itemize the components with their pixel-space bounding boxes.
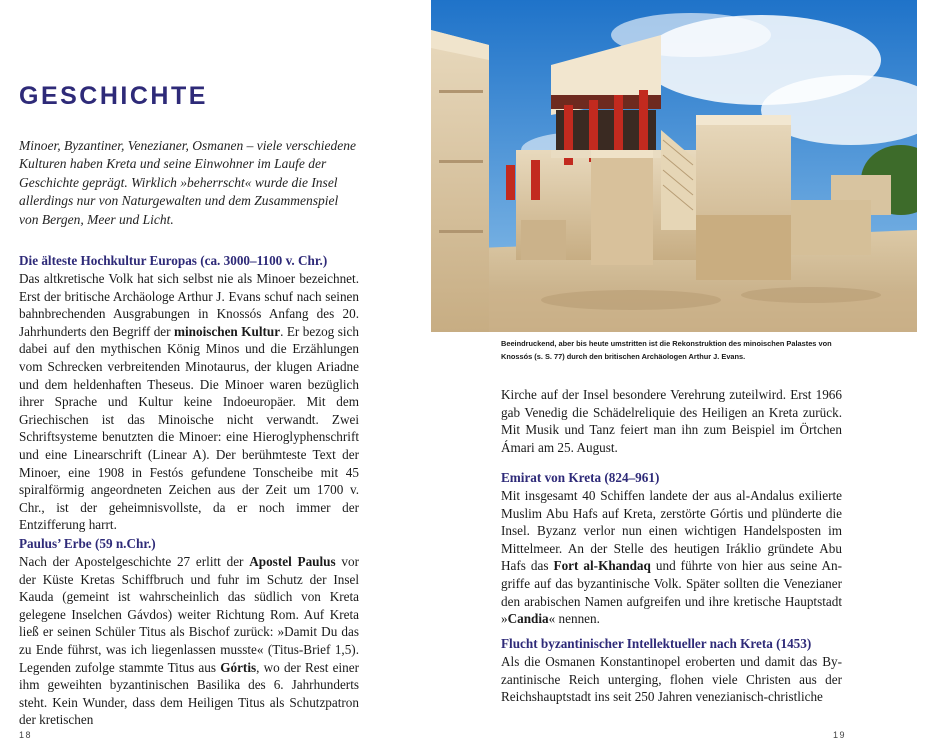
text-run: Das altkretische Volk hat sich selbst nie als Minoer bezeichnet. Erst der britische Archäologe Arthur J. Evans schuf nach seinen bahnbrechenden Ausgrabungen in Knossós Anfang des 20. Jahrhunderts den Begriff der [19, 271, 359, 339]
text-run: . Er bezog sich dabei auf den mythischen König Minos und die Erzählungen vom Schrecken verbreitenden Minotaurus, der klugen Ariadne und dem heldenhaften Theseus. Die Minoer waren bezüglich ihrer Sprache und Kultur keine Indoeuropäer. Mit dem Griechischen ist das Minoische nicht verwandt. Zwei Schriftsysteme benutzten die Minoer: eine Hieroglyphenschrift und eine Linearschrift (Linear A). Der berühmteste Text der Minoer, eine 1908 in Festós gefundene Tonscheibe mit 45 spiralförmig angeordneten Zeichen aus der Zeit um 1700 v. Chr., ist der geheimnisvollste, da er noch immer der Entzifferung harrt. [19, 323, 359, 533]
bold-term: Fort al-Khandaq [553, 558, 651, 574]
page-number-right: 19 [833, 730, 847, 740]
knossos-palace-photo [431, 0, 917, 332]
section-flucht [501, 635, 842, 706]
section-body [501, 487, 842, 628]
bold-term: minoischen Kultur [174, 323, 281, 339]
text-run: , wo der Rest einer ihm geweihten byzantinischen Basilika des 6. Jahrhunderts steht. Kein Wunder, dass dem Heiligen Titus als Schutzpatron der kretischen [19, 659, 359, 728]
bold-term: Apostel Paulus [249, 554, 336, 569]
intro-paragraph: Minoer, Byzantiner, Venezianer, Osmanen – viele verschiedene Kulturen haben Kreta und seine Einwohner im Laufe der Geschichte geprägt. Wirklich »beherrscht« wurde die Insel allerdings nur von Naturgewalten und dem Zusammenspiel von Bergen, Meer und Licht. [19, 138, 357, 227]
section-heading: Emirat von Kreta (824–961) [501, 470, 660, 485]
bold-term: Górtis [220, 659, 257, 675]
text-run: Nach der Apostelgeschichte 27 erlitt der [19, 554, 250, 569]
right-page [465, 0, 930, 744]
section-emirat [501, 469, 842, 628]
page-number-left: 18 [19, 730, 33, 740]
section-minoer [19, 252, 359, 534]
section-heading: Flucht byzantinischer Intellektueller nach Kreta (1453) [501, 636, 812, 651]
photo-caption: Beeindruckend, aber bis heute umstritten ist die Rekonstruktion des minoischen Palastes von Knossós (s. S. 77) durch den britischen Archäologen Arthur J. Evans. [501, 339, 832, 361]
photo-illustration [431, 0, 917, 332]
section-body: Als die Osmanen Konstantinopel eroberten und damit das Byzantinische Reich unterging, flohen viele Christen aus der Reichshauptstadt ins seit 250 Jahren venezianisch-christliche [501, 654, 842, 705]
text-run: « nennen. [548, 611, 600, 627]
section-continuation [501, 386, 842, 456]
text-run: vor der Küste Kretas Schiffbruch und fuhr im Schutz der Insel Kauda (gemeint ist wahrscheinlich das südlich von Kreta gelegene Inselchen Gávdos) weiter Richtung Rom. Auf Kreta ließ er seinen Schüler Titus als Bischof zurück: »Damit Du das zu Ende führst, was ich liegenlassen musste« (Titus-Brief 1,5). Legenden zufolge stammte Titus aus [19, 554, 359, 675]
section-body [19, 270, 359, 534]
section-paulus [19, 535, 359, 729]
page-title: GESCHICHTE [19, 82, 208, 110]
text-run: und führte von hier aus seine Angriffe auf das byzantinische Volk. Später sollten die Venezianer den arabischen Namen aufgreifen und ihre kretische Hauptstadt » [501, 558, 842, 627]
section-body: Kirche auf der Insel besondere Verehrung zuteilwird. Erst 1966 gab Venedig die Schädelreliquie des Heiligen an Kreta zurück. Mit Musik und Tanz feiert man ihn zum Beispiel im Örtchen Ámari am 25. August. [501, 387, 842, 455]
section-heading: Die älteste Hochkultur Europas (ca. 3000–1100 v. Chr.) [19, 253, 328, 268]
section-heading: Paulus’ Erbe (59 n.Chr.) [19, 536, 156, 551]
bold-term: Candia [507, 611, 549, 627]
text-run: Mit insgesamt 40 Schiffen landete der aus al-Andalus exilierte Muslim Abu Hafs auf Kreta, zerstörte Górtis und plünderte die Insel. Byzanz verlor nun einen wichtigen Handelsposten im Mittelmeer. An der Stelle des heutigen Iráklio gründete Abu Hafs das [501, 488, 842, 574]
section-body [19, 553, 359, 729]
